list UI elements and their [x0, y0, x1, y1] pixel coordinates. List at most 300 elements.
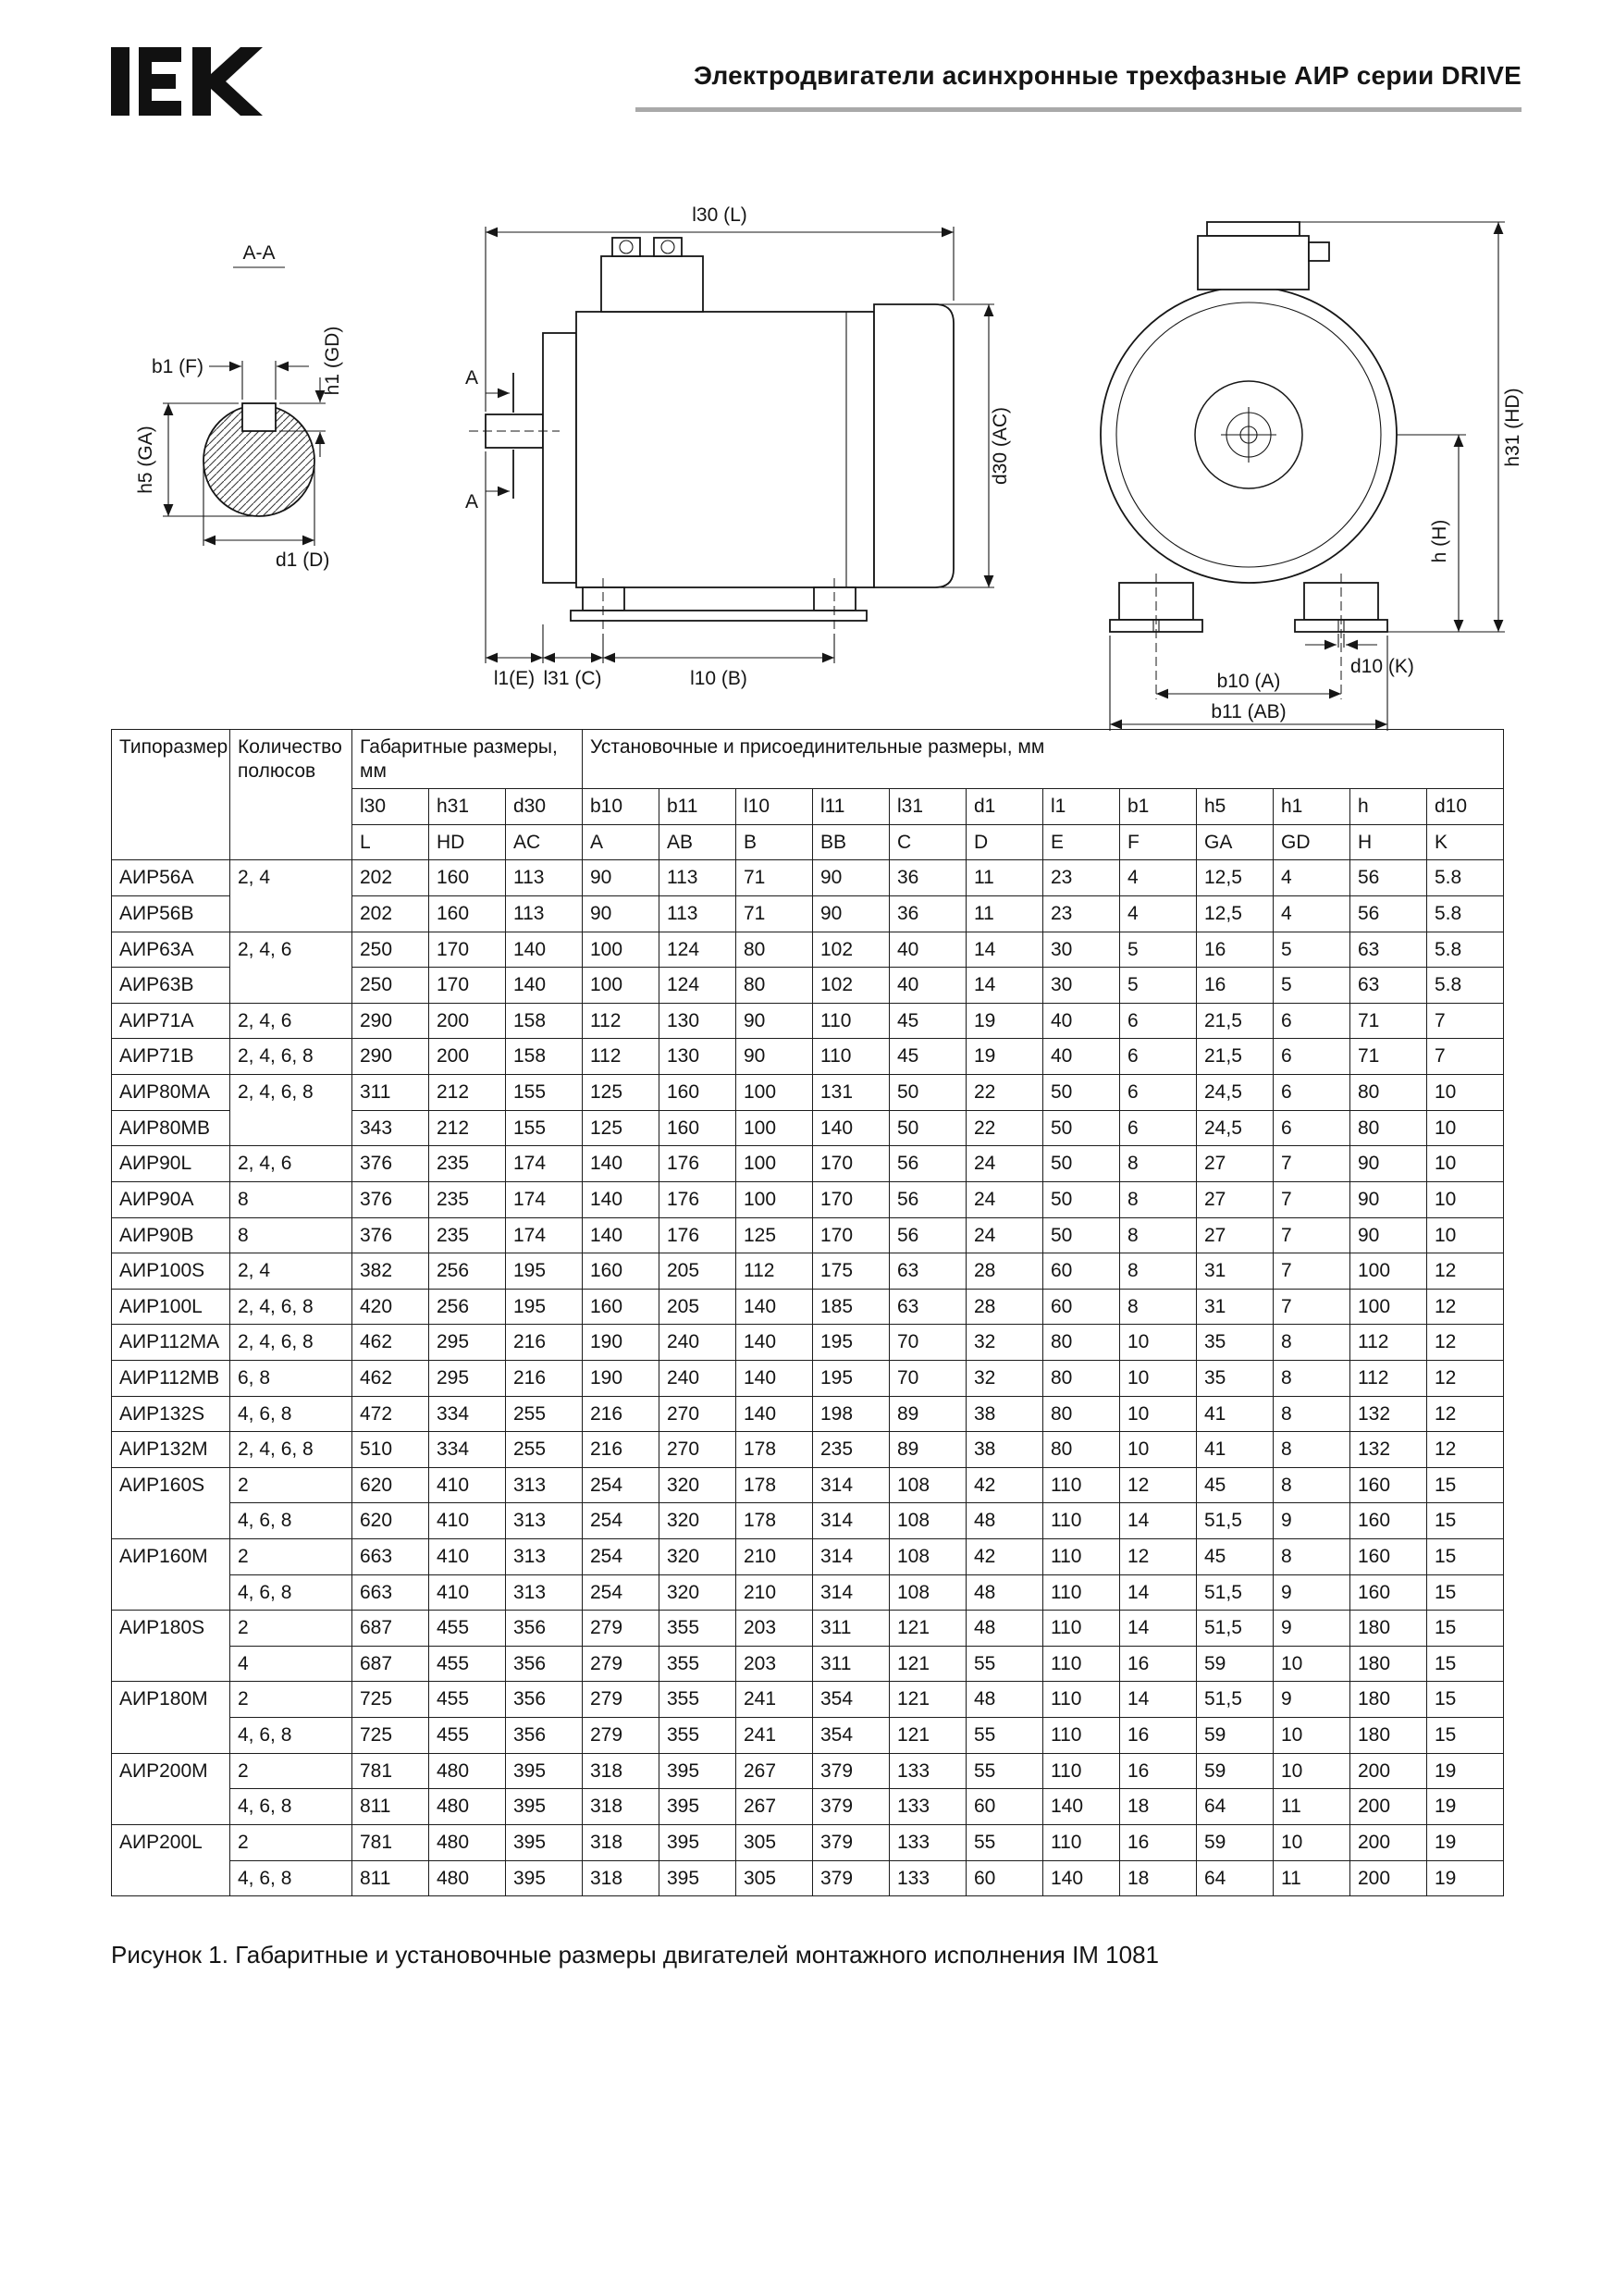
table-cell: 140 — [506, 968, 583, 1004]
table-row — [112, 1646, 1504, 1682]
table-cell: 254 — [583, 1539, 659, 1575]
table-cell: 725 — [352, 1718, 429, 1754]
table-cell: 314 — [813, 1539, 890, 1575]
table-cell: 376 — [352, 1146, 429, 1182]
dim-code-b11: b11 — [659, 789, 736, 825]
table-cell: 40 — [1043, 1039, 1120, 1075]
table-cell: 124 — [659, 932, 736, 968]
table-cell: 160 — [583, 1253, 659, 1290]
table-cell: 174 — [506, 1146, 583, 1182]
table-cell: 71 — [1350, 1039, 1427, 1075]
table-cell: 356 — [506, 1682, 583, 1718]
dim-letter-AB: AB — [659, 824, 736, 860]
title-rule — [635, 107, 1522, 112]
table-cell: 313 — [506, 1539, 583, 1575]
table-cell: 510 — [352, 1432, 429, 1468]
table-cell: 38 — [967, 1396, 1043, 1432]
table-cell: 14 — [1120, 1611, 1197, 1647]
table-cell: 235 — [429, 1217, 506, 1253]
dim-code-h31: h31 — [429, 789, 506, 825]
table-cell: 343 — [352, 1110, 429, 1146]
table-cell: 63 — [890, 1289, 967, 1325]
table-cell: 198 — [813, 1396, 890, 1432]
table-cell: 178 — [736, 1467, 813, 1503]
table-cell: 185 — [813, 1289, 890, 1325]
table-cell: АИР112МА — [112, 1325, 230, 1361]
table-cell: АИР100S — [112, 1253, 230, 1290]
table-cell: 55 — [967, 1824, 1043, 1860]
table-cell: 5.8 — [1427, 896, 1504, 932]
table-cell: 42 — [967, 1467, 1043, 1503]
keyway — [242, 403, 276, 431]
table-cell: 267 — [736, 1789, 813, 1825]
table-cell: 5 — [1274, 968, 1350, 1004]
table-cell: 240 — [659, 1360, 736, 1396]
table-cell: 356 — [506, 1611, 583, 1647]
table-cell: 56 — [1350, 860, 1427, 896]
table-cell: 10 — [1274, 1753, 1350, 1789]
table-cell: 80 — [1043, 1432, 1120, 1468]
table-cell: 6, 8 — [230, 1360, 352, 1396]
table-cell: 55 — [967, 1646, 1043, 1682]
table-cell: 811 — [352, 1789, 429, 1825]
table-cell: АИР132S — [112, 1396, 230, 1432]
table-cell: 216 — [583, 1396, 659, 1432]
table-cell: 10 — [1274, 1824, 1350, 1860]
table-cell: 19 — [1427, 1824, 1504, 1860]
table-cell: 15 — [1427, 1682, 1504, 1718]
table-cell: 8 — [1274, 1467, 1350, 1503]
table-cell: 379 — [813, 1753, 890, 1789]
table-cell: 8 — [1274, 1432, 1350, 1468]
dim-letter-H: H — [1350, 824, 1427, 860]
table-row — [112, 1039, 1504, 1075]
dimensions-table-wrap — [111, 729, 1504, 1896]
table-cell: 356 — [506, 1646, 583, 1682]
table-cell: 2, 4, 6, 8 — [230, 1039, 352, 1075]
table-cell: 2 — [230, 1753, 352, 1789]
table-cell: 10 — [1120, 1432, 1197, 1468]
iek-logo — [109, 44, 266, 123]
table-cell: 90 — [736, 1003, 813, 1039]
table-cell: 110 — [1043, 1503, 1120, 1539]
dim-code-l30: l30 — [352, 789, 429, 825]
table-cell: 241 — [736, 1682, 813, 1718]
table-cell: 30 — [1043, 932, 1120, 968]
table-cell: 36 — [890, 896, 967, 932]
table-cell: 318 — [583, 1824, 659, 1860]
table-cell: 23 — [1043, 860, 1120, 896]
table-cell: 80 — [1043, 1360, 1120, 1396]
table-cell: 19 — [967, 1003, 1043, 1039]
table-cell: 24 — [967, 1146, 1043, 1182]
table-cell: 7 — [1427, 1003, 1504, 1039]
table-cell: 174 — [506, 1181, 583, 1217]
table-cell: 455 — [429, 1718, 506, 1754]
table-cell: 108 — [890, 1467, 967, 1503]
table-cell: 140 — [583, 1146, 659, 1182]
table-row — [112, 1789, 1504, 1825]
table-cell: 8 — [1120, 1146, 1197, 1182]
table-cell: 9 — [1274, 1611, 1350, 1647]
table-cell: 176 — [659, 1217, 736, 1253]
table-cell: 38 — [967, 1432, 1043, 1468]
table-cell: 155 — [506, 1110, 583, 1146]
table-cell: 250 — [352, 968, 429, 1004]
table-cell: 12 — [1427, 1253, 1504, 1290]
table-cell: 290 — [352, 1039, 429, 1075]
iek-logo-icon — [109, 44, 266, 118]
table-cell: 9 — [1274, 1682, 1350, 1718]
table-cell: 100 — [736, 1146, 813, 1182]
table-cell: 110 — [1043, 1646, 1120, 1682]
table-cell: 125 — [583, 1110, 659, 1146]
table-cell: 59 — [1197, 1718, 1274, 1754]
table-row — [112, 1467, 1504, 1503]
table-cell: 64 — [1197, 1789, 1274, 1825]
table-cell: 14 — [1120, 1574, 1197, 1611]
table-cell: 7 — [1427, 1039, 1504, 1075]
table-cell: 133 — [890, 1789, 967, 1825]
table-cell: 22 — [967, 1075, 1043, 1111]
table-cell: 205 — [659, 1289, 736, 1325]
dim-label-h5: h5 (GA) — [135, 426, 156, 494]
table-cell: 121 — [890, 1718, 967, 1754]
table-cell: 140 — [736, 1325, 813, 1361]
table-cell: 376 — [352, 1181, 429, 1217]
table-cell: 210 — [736, 1574, 813, 1611]
table-row — [112, 1075, 1504, 1111]
col-group-mounting: Установочные и присоединительные размеры, мм — [583, 730, 1504, 789]
table-cell: 16 — [1197, 932, 1274, 968]
table-cell: 10 — [1427, 1146, 1504, 1182]
table-cell: 31 — [1197, 1253, 1274, 1290]
table-cell: 90 — [1350, 1217, 1427, 1253]
col-group-overall: Габаритные размеры, мм — [352, 730, 583, 789]
table-cell: АИР132М — [112, 1432, 230, 1468]
table-cell: 781 — [352, 1824, 429, 1860]
table-cell: АИР90В — [112, 1217, 230, 1253]
table-cell: 6 — [1120, 1110, 1197, 1146]
table-cell: 90 — [1350, 1181, 1427, 1217]
table-cell: 125 — [583, 1075, 659, 1111]
table-cell: 60 — [1043, 1289, 1120, 1325]
table-cell: 2, 4, 6 — [230, 1146, 352, 1182]
table-cell: 355 — [659, 1718, 736, 1754]
table-cell: 200 — [1350, 1789, 1427, 1825]
dim-label-l30: l30 (L) — [692, 204, 747, 226]
table-cell: 311 — [813, 1611, 890, 1647]
table-cell: 160 — [659, 1110, 736, 1146]
table-cell: 100 — [736, 1181, 813, 1217]
table-row — [112, 1682, 1504, 1718]
dim-b1 — [152, 356, 309, 400]
table-cell: 90 — [736, 1039, 813, 1075]
table-cell: 256 — [429, 1253, 506, 1290]
table-cell: 56 — [890, 1146, 967, 1182]
dim-letter-F: F — [1120, 824, 1197, 860]
table-cell: 200 — [1350, 1860, 1427, 1896]
table-cell: 113 — [506, 896, 583, 932]
table-cell: 110 — [813, 1003, 890, 1039]
table-cell: 195 — [813, 1325, 890, 1361]
table-cell: 50 — [1043, 1110, 1120, 1146]
table-cell: 48 — [967, 1611, 1043, 1647]
table-cell: 480 — [429, 1824, 506, 1860]
table-cell: 90 — [813, 860, 890, 896]
table-cell: 355 — [659, 1682, 736, 1718]
motor-body — [469, 238, 954, 634]
table-cell: 356 — [506, 1718, 583, 1754]
col-header-type: Типоразмер — [112, 730, 230, 860]
table-cell: 121 — [890, 1646, 967, 1682]
table-cell: 2, 4, 6, 8 — [230, 1075, 352, 1146]
table-cell: 132 — [1350, 1396, 1427, 1432]
table-cell: 22 — [967, 1110, 1043, 1146]
table-cell: 318 — [583, 1860, 659, 1896]
table-cell: 48 — [967, 1503, 1043, 1539]
table-row — [112, 1253, 1504, 1290]
table-cell: 50 — [1043, 1146, 1120, 1182]
table-cell: 14 — [1120, 1682, 1197, 1718]
table-cell: АИР200М — [112, 1753, 230, 1824]
table-cell: 10 — [1427, 1075, 1504, 1111]
table-cell: АИР160S — [112, 1467, 230, 1538]
table-cell: 140 — [506, 932, 583, 968]
table-cell: 18 — [1120, 1789, 1197, 1825]
table-row — [112, 932, 1504, 968]
table-cell: 313 — [506, 1503, 583, 1539]
table-cell: 41 — [1197, 1432, 1274, 1468]
section-marker-top: А — [465, 367, 479, 389]
dim-code-b10: b10 — [583, 789, 659, 825]
table-cell: 32 — [967, 1325, 1043, 1361]
table-cell: АИР100L — [112, 1289, 230, 1325]
table-cell: 160 — [1350, 1503, 1427, 1539]
table-cell: 4 — [230, 1646, 352, 1682]
table-row — [112, 1146, 1504, 1182]
table-cell: 663 — [352, 1574, 429, 1611]
table-cell: 48 — [967, 1574, 1043, 1611]
table-cell: 18 — [1120, 1860, 1197, 1896]
table-cell: 12,5 — [1197, 860, 1274, 896]
table-cell: АИР180S — [112, 1611, 230, 1682]
table-cell: АИР56В — [112, 896, 230, 932]
table-cell: 382 — [352, 1253, 429, 1290]
table-cell: 320 — [659, 1503, 736, 1539]
table-cell: 216 — [506, 1360, 583, 1396]
table-cell: 6 — [1274, 1003, 1350, 1039]
table-cell: 395 — [506, 1824, 583, 1860]
table-row — [112, 860, 1504, 896]
table-row — [112, 1181, 1504, 1217]
table-cell: 190 — [583, 1360, 659, 1396]
table-cell: 102 — [813, 968, 890, 1004]
table-cell: 455 — [429, 1682, 506, 1718]
table-cell: 112 — [1350, 1325, 1427, 1361]
table-cell: 5.8 — [1427, 968, 1504, 1004]
dim-letter-K: K — [1427, 824, 1504, 860]
table-cell: 51,5 — [1197, 1503, 1274, 1539]
dim-letter-BB: BB — [813, 824, 890, 860]
table-cell: 4, 6, 8 — [230, 1574, 352, 1611]
table-cell: 125 — [736, 1217, 813, 1253]
table-cell: 4 — [1120, 896, 1197, 932]
table-cell: 9 — [1274, 1503, 1350, 1539]
table-cell: 27 — [1197, 1181, 1274, 1217]
table-cell: 314 — [813, 1503, 890, 1539]
table-cell: 160 — [429, 860, 506, 896]
table-cell: 63 — [1350, 968, 1427, 1004]
table-cell: 45 — [1197, 1467, 1274, 1503]
shaft-section-drawing — [120, 222, 425, 620]
table-cell: 108 — [890, 1539, 967, 1575]
table-cell: 160 — [1350, 1539, 1427, 1575]
dim-letter-AC: AC — [506, 824, 583, 860]
table-cell: 395 — [506, 1860, 583, 1896]
dim-code-h: h — [1350, 789, 1427, 825]
table-cell: 40 — [1043, 1003, 1120, 1039]
table-cell: 305 — [736, 1860, 813, 1896]
table-cell: 15 — [1427, 1574, 1504, 1611]
table-cell: АИР160М — [112, 1539, 230, 1611]
dim-d10 — [1305, 634, 1414, 677]
dim-letter-GA: GA — [1197, 824, 1274, 860]
table-cell: 100 — [1350, 1289, 1427, 1325]
table-cell: 71 — [736, 860, 813, 896]
table-cell: АИР63А — [112, 932, 230, 968]
table-cell: 100 — [583, 968, 659, 1004]
table-cell: 2, 4, 6 — [230, 1003, 352, 1039]
table-cell: 11 — [967, 860, 1043, 896]
table-cell: 12 — [1427, 1360, 1504, 1396]
table-cell: 16 — [1120, 1753, 1197, 1789]
table-cell: 216 — [583, 1432, 659, 1468]
table-cell: 12 — [1427, 1289, 1504, 1325]
table-row — [112, 1360, 1504, 1396]
table-cell: 19 — [1427, 1789, 1504, 1825]
table-cell: 133 — [890, 1860, 967, 1896]
table-cell: 110 — [1043, 1611, 1120, 1647]
table-cell: 8 — [1120, 1289, 1197, 1325]
table-cell: 23 — [1043, 896, 1120, 932]
table-cell: 15 — [1427, 1503, 1504, 1539]
table-cell: 15 — [1427, 1539, 1504, 1575]
dim-label-h1: h1 (GD) — [322, 326, 343, 396]
table-cell: 176 — [659, 1146, 736, 1182]
table-cell: 2, 4, 6 — [230, 932, 352, 1003]
table-cell: 170 — [813, 1146, 890, 1182]
table-cell: 110 — [1043, 1467, 1120, 1503]
table-cell: 90 — [813, 896, 890, 932]
table-cell: 12,5 — [1197, 896, 1274, 932]
dim-code-l31: l31 — [890, 789, 967, 825]
dim-code-h1: h1 — [1274, 789, 1350, 825]
table-cell: 108 — [890, 1574, 967, 1611]
table-cell: 50 — [1043, 1217, 1120, 1253]
dim-letter-D: D — [967, 824, 1043, 860]
table-cell: 56 — [890, 1217, 967, 1253]
table-cell: 112 — [736, 1253, 813, 1290]
table-cell: 202 — [352, 860, 429, 896]
table-cell: 195 — [813, 1360, 890, 1396]
table-cell: 178 — [736, 1432, 813, 1468]
table-cell: 255 — [506, 1432, 583, 1468]
table-cell: 175 — [813, 1253, 890, 1290]
table-cell: 4, 6, 8 — [230, 1860, 352, 1896]
dim-label-h: h (H) — [1429, 519, 1450, 563]
table-cell: 112 — [583, 1003, 659, 1039]
table-cell: 10 — [1120, 1360, 1197, 1396]
table-cell: 12 — [1427, 1396, 1504, 1432]
table-cell: 7 — [1274, 1253, 1350, 1290]
dim-letter-C: C — [890, 824, 967, 860]
table-cell: 480 — [429, 1789, 506, 1825]
table-cell: 133 — [890, 1824, 967, 1860]
table-cell: 254 — [583, 1574, 659, 1611]
table-cell: АИР112МВ — [112, 1360, 230, 1396]
table-cell: 12 — [1427, 1325, 1504, 1361]
table-cell: 295 — [429, 1325, 506, 1361]
table-cell: АИР180М — [112, 1682, 230, 1753]
table-cell: 203 — [736, 1611, 813, 1647]
dim-label-b11: b11 (AB) — [1211, 701, 1287, 722]
table-cell: 267 — [736, 1753, 813, 1789]
terminal-box — [601, 256, 703, 312]
table-cell: 102 — [813, 932, 890, 968]
table-cell: 21,5 — [1197, 1003, 1274, 1039]
table-cell: 725 — [352, 1682, 429, 1718]
dim-letter-L: L — [352, 824, 429, 860]
dimensions-table — [111, 729, 1504, 1896]
table-cell: 279 — [583, 1611, 659, 1647]
table-cell: 51,5 — [1197, 1611, 1274, 1647]
table-cell: 235 — [813, 1432, 890, 1468]
table-cell: 45 — [890, 1003, 967, 1039]
dim-letter-E: E — [1043, 824, 1120, 860]
table-cell: 200 — [429, 1039, 506, 1075]
table-cell: 11 — [1274, 1789, 1350, 1825]
table-cell: 254 — [583, 1467, 659, 1503]
table-cell: 4 — [1120, 860, 1197, 896]
table-cell: 235 — [429, 1146, 506, 1182]
table-cell: 195 — [506, 1253, 583, 1290]
table-cell: 10 — [1274, 1646, 1350, 1682]
table-row — [112, 1289, 1504, 1325]
table-cell: 12 — [1427, 1432, 1504, 1468]
dim-letter-A: A — [583, 824, 659, 860]
table-cell: 6 — [1120, 1003, 1197, 1039]
table-cell: АИР90А — [112, 1181, 230, 1217]
table-cell: 63 — [1350, 932, 1427, 968]
table-cell: 5.8 — [1427, 932, 1504, 968]
table-cell: 395 — [659, 1860, 736, 1896]
table-row — [112, 1824, 1504, 1860]
table-cell: 320 — [659, 1539, 736, 1575]
table-cell: 205 — [659, 1253, 736, 1290]
table-row — [112, 1432, 1504, 1468]
table-cell: АИР71А — [112, 1003, 230, 1039]
table-cell: 24 — [967, 1181, 1043, 1217]
table-cell: 90 — [583, 896, 659, 932]
table-cell: 45 — [890, 1039, 967, 1075]
table-cell: 395 — [659, 1753, 736, 1789]
table-cell: 8 — [1120, 1217, 1197, 1253]
table-cell: 140 — [813, 1110, 890, 1146]
table-cell: 100 — [736, 1110, 813, 1146]
dim-label-d1: d1 (D) — [276, 549, 330, 571]
table-cell: 80 — [736, 932, 813, 968]
